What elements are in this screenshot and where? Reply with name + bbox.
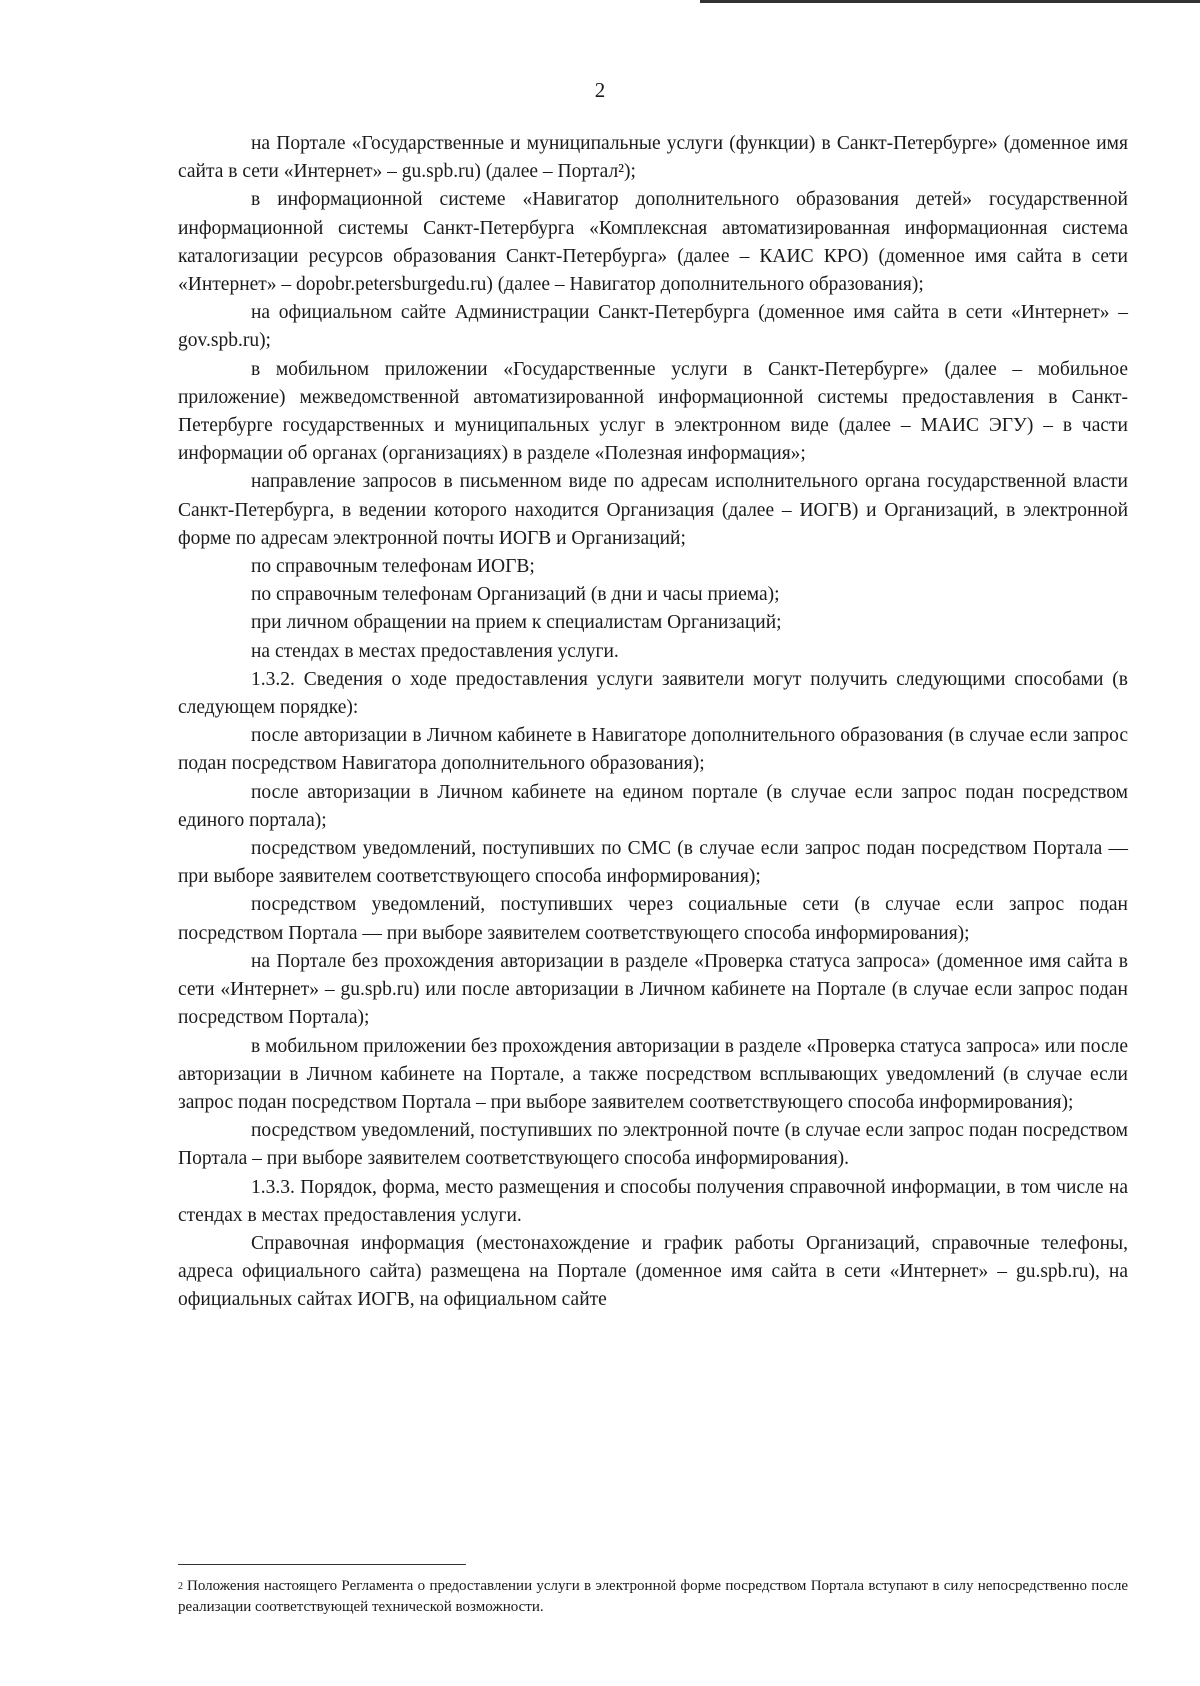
paragraph: на Портале без прохождения авторизации в разделе «Проверка статуса запроса» (доменное имя сайта в сети «Интернет» – gu.spb.ru) или после авторизации в Личном кабинете на Портале (в случае если запрос подан посредством Портала); [178, 950, 1128, 1029]
paragraph: по справочным телефонам Организаций (в дни и часы приема); [251, 584, 780, 606]
paragraph: посредством уведомлений, поступивших через социальные сети (в случае если запрос подан посредством Портала — при выборе заявителем соответствующего способа информирования); [178, 894, 1128, 944]
paragraph: на официальном сайте Администрации Санкт-Петербурга (доменное имя сайта в сети «Интернет» – gov.spb.ru); [178, 302, 1128, 352]
paragraph: направление запросов в письменном виде по адресам исполнительного органа государственной власти Санкт-Петербурга, в ведении которого находится Организация (далее – ИОГВ) и Организаций, в электронной форме по адресам электронной почты ИОГВ и Организаций; [178, 471, 1128, 549]
document-body [178, 130, 1128, 1315]
paragraph: в мобильном приложении без прохождения авторизации в разделе «Проверка статуса запроса» или после авторизации в Личном кабинете на Портале, а также посредством всплывающих уведомлений (в случае если запрос подан посредством Портала – при выборе заявителем соответствующего способа информирования); [178, 1035, 1128, 1113]
paragraph: по справочным телефонам ИОГВ; [251, 556, 535, 578]
paragraph: при личном обращении на прием к специалистам Организаций; [251, 612, 782, 634]
page-number: 2 [594, 78, 606, 102]
paragraph: в информационной системе «Навигатор дополнительного образования детей» государственной информационной системы Санкт-Петербурга «Комплексная автоматизированная информационная система каталогизации ресурсов образования Санкт-Петербурга» (далее – КАИС КРО) (доменное имя сайта в сети «Интернет» – dopobr.petersburgedu.ru) (далее – Навигатор дополнительного образования); [178, 189, 1128, 296]
section-1-3-3: 1.3.3. Порядок, форма, место размещения и способы получения справочной информации, в том числе на стендах в местах предоставления услуги. [178, 1176, 1128, 1226]
page-top-edge [700, 0, 1200, 3]
paragraph: Справочная информация (местонахождение и график работы Организаций, справочные телефоны, адреса официального сайта) размещена на Портале (доменное имя сайта в сети «Интернет» – gu.spb.ru), на официальных сайтах ИОГВ, на официальном сайте [178, 1232, 1128, 1311]
section-1-3-2: 1.3.2. Сведения о ходе предоставления услуги заявители могут получить следующими способами (в следующем порядке): [178, 668, 1128, 719]
paragraph: после авторизации в Личном кабинете в Навигаторе дополнительного образования (в случае если запрос подан посредством Навигатора дополнительного образования); [178, 725, 1128, 775]
footnote-separator [178, 1564, 466, 1565]
paragraph: на Портале «Государственные и муниципальные услуги (функции) в Санкт-Петербурге» (доменное имя сайта в сети «Интернет» – gu.spb.ru) (далее – Портал²); [178, 133, 1128, 183]
footnote-text: Положения настоящего Регламента о предоставлении услуги в электронной форме посредством Портала вступают в силу непосредственно после реализации соответствующей технической возможности. [178, 1578, 1128, 1615]
paragraph: посредством уведомлений, поступивших по СМС (в случае если запрос подан посредством Портала — при выборе заявителем соответствующего способа информирования); [178, 838, 1128, 888]
paragraph: посредством уведомлений, поступивших по электронной почте (в случае если запрос подан посредством Портала – при выборе заявителем соответствующего способа информирования). [178, 1120, 1128, 1170]
paragraph: в мобильном приложении «Государственные услуги в Санкт-Петербурге» (далее – мобильное приложение) межведомственной автоматизированной информационной системы предоставления в Санкт-Петербурге государственных и муниципальных услуг в электронном виде (далее – МАИС ЭГУ) – в части информации об органах (организациях) в разделе «Полезная информация»; [178, 358, 1128, 465]
paragraph: после авторизации в Личном кабинете на едином портале (в случае если запрос подан посредством единого портала); [178, 781, 1128, 831]
footnote-marker: 2 [178, 1581, 183, 1592]
footnote [178, 1576, 1128, 1618]
paragraph: на стендах в местах предоставления услуги. [251, 640, 619, 662]
